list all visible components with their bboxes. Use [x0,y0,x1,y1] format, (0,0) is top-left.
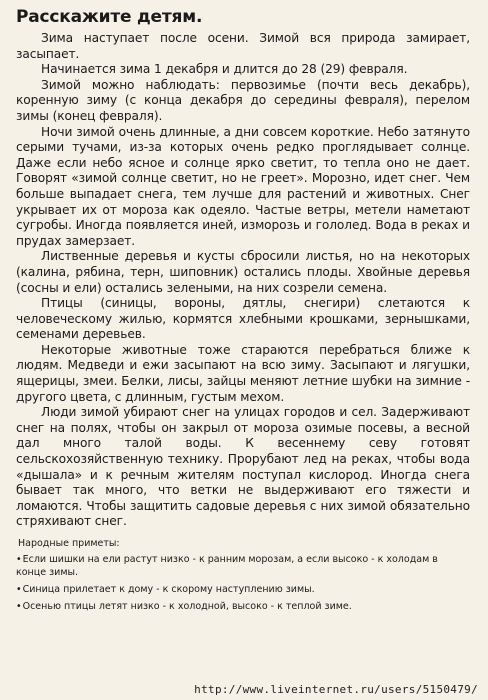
paragraph: Птицы (синицы, вороны, дятлы, снегири) слетаются к человеческому жилью, кормятся хлебными крошками, зернышками, семенами деревьев. [16,296,470,342]
article-body [16,31,470,530]
source-url-watermark: http://www.liveinternet.ru/users/5150479/ [194,683,478,696]
list-item [16,600,470,613]
paragraph: Лиственные деревья и кусты сбросили листья, но на некоторых (калина, рябина, терн, шиповник) остались плоды. Хвойные деревья (сосны и ели) остались зелеными, на них созрели семена. [16,249,470,295]
paragraph: Начинается зима 1 декабря и длится до 28 (29) февраля. [41,62,408,77]
bullet-icon: • [16,601,22,612]
bullet-icon: • [16,584,22,595]
paragraph: Зима наступает после осени. Зимой вся природа замирает, засыпает. [16,31,470,61]
paragraph: Некоторые животные тоже стараются перебраться ближе к людям. Медведи и ежи засыпают на всю зиму. Засыпают и лягушки, ящерицы, змеи. Белки, лисы, зайцы меняют летние шубки на зимние - другого цвета, с длинным, густым мехом. [16,342,470,404]
list-item-text: Синица прилетает к дому - к скорому наступлению зимы. [22,584,315,595]
folk-signs-heading: Народные приметы: [18,538,120,549]
list-item [16,583,470,596]
list-item-text: Если шишки на ели растут низко - к ранним морозам, а если высоко - к холодам в конце зимы. [16,554,438,578]
paragraph: Зимой можно наблюдать: первозимье (почти весь декабрь), коренную зиму (с конца декабря до середины февраля), перелом зимы (конец февраля). [16,77,470,123]
page-title: Расскажите детям. [16,7,203,27]
paragraph: Ночи зимой очень длинные, а дни совсем короткие. Небо затянуто серыми тучами, из-за которых очень редко проглядывает солнце. Даже если небо ясное и солнце ярко светит, то тепла оно не дает. Говорят «зимой солнце светит, но не греет». Морозно, идет снег. Чем больше выпадает снега, тем лучше для растений и животных. Снег укрывает их от мороза как одеяло. Частые ветры, метели наметают сугробы. Иногда появляется иней, изморозь и гололед. Вода в реках и прудах замерзает. [16,124,470,248]
list-item-text: Осенью птицы летят низко - к холодной, высоко - к теплой зиме. [22,601,352,612]
folk-signs-list [16,553,470,613]
paragraph: Люди зимой убирают снег на улицах городов и сел. Задерживают снег на полях, чтобы он закрыл от мороза озимые посевы, а весной дал много талой воды. К весеннему севу готовят сельскохозяйственную технику. Прорубают лед на реках, чтобы вода «дышала» и к речным жителям поступал кислород. Иногда снега бывает так много, что ветки не выдерживают его тяжести и ломаются. Чтобы защитить садовые деревья с них зимой обязательно стряхивают снег. [16,405,470,529]
list-item [16,553,470,579]
bullet-icon: • [16,554,22,565]
